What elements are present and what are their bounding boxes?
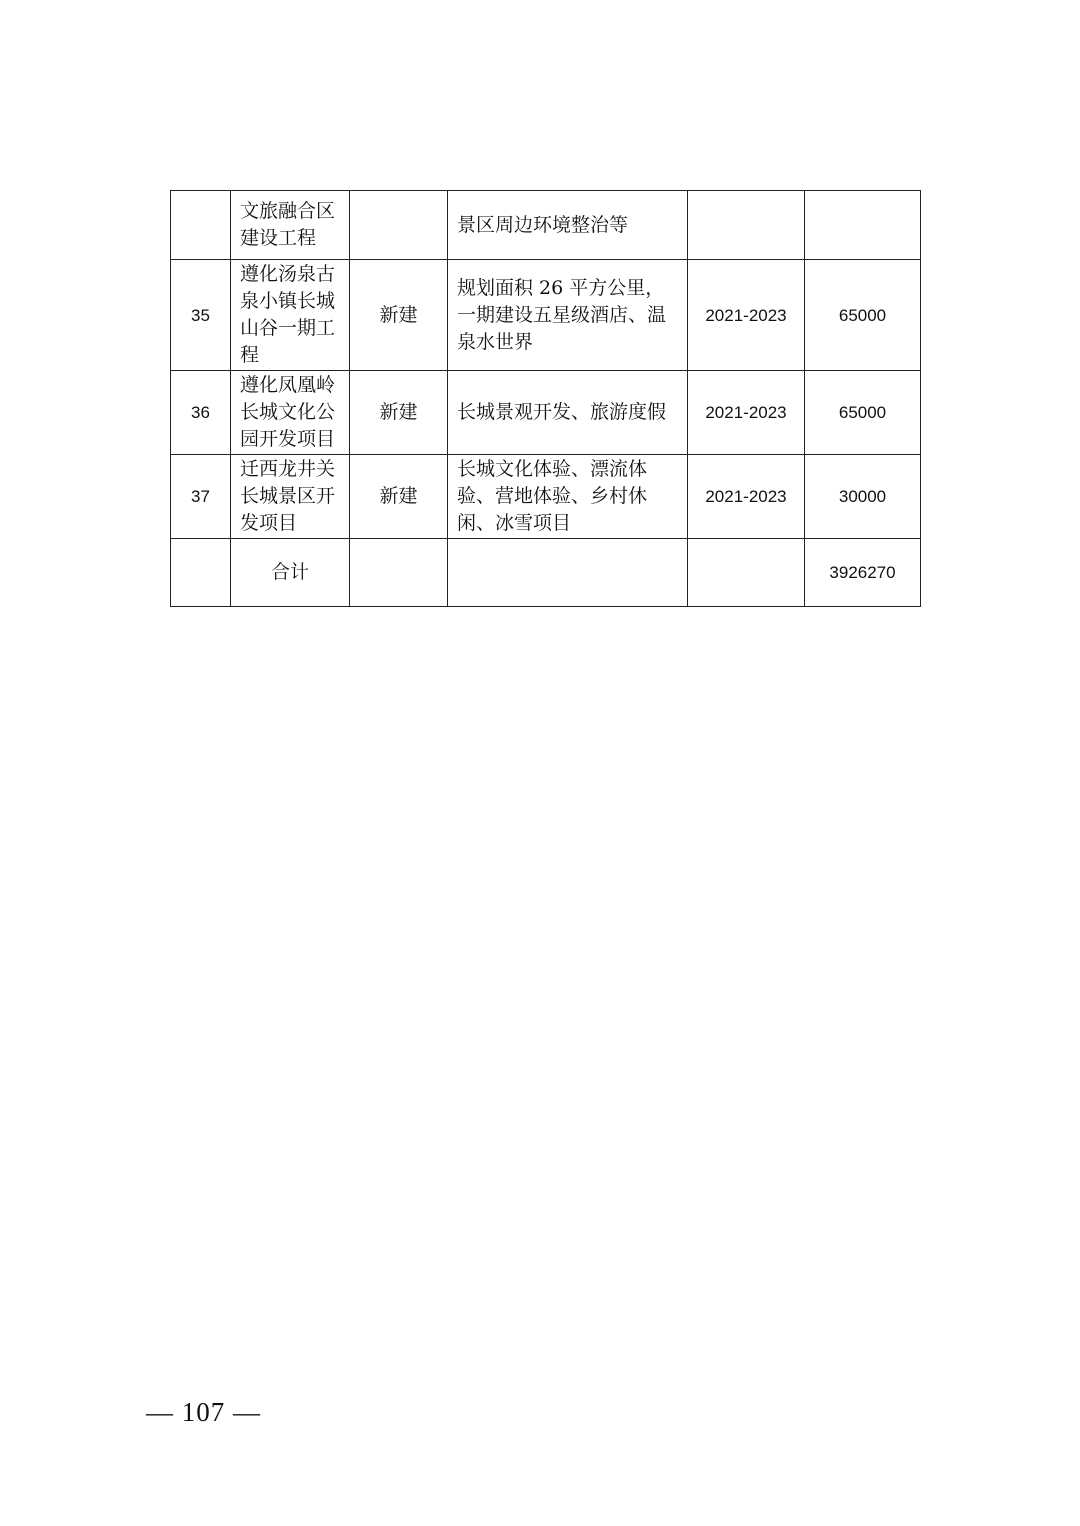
project-name: 迁西龙井关长城景区开发项目 [231,455,350,539]
construction-period [688,191,805,260]
empty-cell [688,539,805,607]
total-investment: 3926270 [805,539,921,607]
table-row [171,260,921,371]
construction-period: 2021-2023 [688,455,805,539]
project-content: 长城文化体验、漂流体验、营地体验、乡村休闲、冰雪项目 [448,455,688,539]
project-name: 文旅融合区建设工程 [231,191,350,260]
table-row [171,191,921,260]
empty-cell [448,539,688,607]
table-row [171,455,921,539]
row-number: 37 [171,455,231,539]
investment: 65000 [805,371,921,455]
empty-cell [171,539,231,607]
row-number [171,191,231,260]
project-name: 遵化汤泉古泉小镇长城山谷一期工程 [231,260,350,371]
total-label: 合计 [231,539,350,607]
page-number: — 107 — [146,1397,261,1427]
project-name: 遵化凤凰岭长城文化公园开发项目 [231,371,350,455]
investment: 30000 [805,455,921,539]
investment: 65000 [805,260,921,371]
construction-period: 2021-2023 [688,260,805,371]
construction-type [350,191,448,260]
investment [805,191,921,260]
table-row [171,371,921,455]
construction-type: 新建 [350,455,448,539]
construction-type: 新建 [350,371,448,455]
project-content: 长城景观开发、旅游度假 [448,371,688,455]
row-number: 35 [171,260,231,371]
project-content: 景区周边环境整治等 [448,191,688,260]
project-table [170,190,921,607]
construction-type: 新建 [350,260,448,371]
construction-period: 2021-2023 [688,371,805,455]
total-row [171,539,921,607]
project-content: 规划面积 26 平方公里，一期建设五星级酒店、温泉水世界 [448,260,688,371]
empty-cell [350,539,448,607]
row-number: 36 [171,371,231,455]
